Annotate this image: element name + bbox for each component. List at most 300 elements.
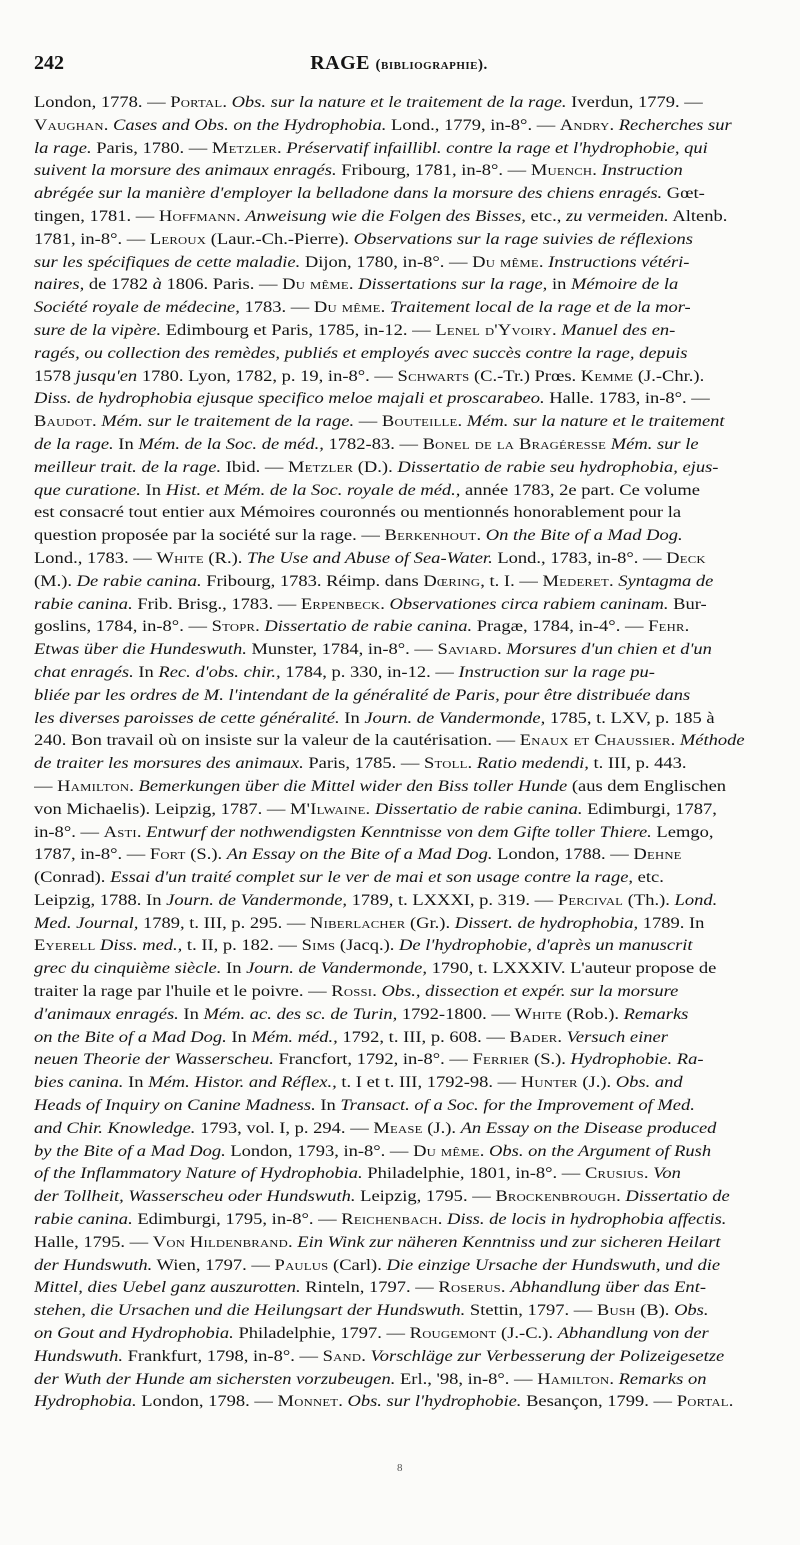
work-title: Journ. de Vandermonde,: [166, 891, 348, 909]
text-line: [34, 1004, 764, 1027]
author-name: White: [514, 1005, 562, 1023]
text-run: .: [348, 276, 359, 294]
author-name: Brockenbrough: [495, 1188, 617, 1206]
text-run: Frib. Brisg., 1783. —: [132, 595, 301, 613]
text-run: 1806. Paris. —: [161, 276, 283, 294]
work-title: abrégée sur la manière d'employer la belladone dans la morsure des chiens enragés.: [34, 185, 663, 203]
text-run: .: [479, 1142, 490, 1160]
work-title: Heads of Inquiry on Canine Madness.: [34, 1097, 316, 1115]
text-run: .: [609, 572, 619, 590]
text-line: [34, 183, 764, 206]
author-name: Asti: [103, 823, 137, 841]
work-title: Dissertations sur la rage,: [358, 276, 548, 294]
text-line: [34, 160, 764, 183]
work-title: Mittel, dies Uebel ganz auszurotten.: [34, 1279, 301, 1297]
work-title: Dissertatio de rabie canina.: [374, 800, 583, 818]
text-run: 1792-1800. —: [397, 1005, 515, 1023]
text-line: [34, 1255, 764, 1278]
work-title: chat enragés.: [34, 663, 134, 681]
text-line: [34, 1095, 764, 1118]
author-name: Hamilton: [57, 777, 130, 795]
text-run: .: [592, 162, 602, 180]
text-line-content: [34, 502, 681, 525]
text-run: in-8°. —: [34, 823, 104, 841]
text-line: [34, 753, 764, 776]
author-name: Du même: [282, 276, 349, 294]
work-title: rabie canina.: [34, 595, 133, 613]
text-run: est consacré tout entier aux Mémoires couronnés ou mentionnés honorablement pour la: [34, 504, 682, 522]
author-name: Hoffmann: [158, 207, 236, 225]
text-run: Lemgo,: [651, 823, 714, 841]
text-line: [34, 1118, 764, 1141]
text-run: 1789. In: [638, 914, 705, 932]
work-title: by the Bite of a Mad Dog.: [34, 1142, 226, 1160]
work-title: à: [152, 276, 162, 294]
work-title: Cases and Obs. on the Hydrophobia.: [113, 116, 387, 134]
work-title: Manuel des en-: [561, 321, 676, 339]
text-run: (Jacq.).: [335, 937, 400, 955]
author-name: Leroux: [149, 230, 207, 248]
work-title: ragés, ou collection des remèdes, publiés et employés avec succès contre la rage, depuis: [34, 344, 688, 362]
author-name: Portal: [676, 1393, 729, 1411]
author-name: Stoll: [424, 755, 468, 773]
text-run: Wien, 1797. —: [152, 1256, 275, 1274]
author-name: Hamilton: [537, 1370, 610, 1388]
text-run: In: [221, 960, 247, 978]
text-line-content: [34, 571, 713, 594]
text-line-content: [34, 366, 704, 389]
author-name: Mease: [373, 1119, 423, 1137]
text-run: Besançon, 1799. —: [521, 1393, 677, 1411]
work-title: An Essay on the Bite of a Mad Dog.: [226, 846, 493, 864]
text-run: (Laur.-Ch.-Pierre).: [206, 230, 354, 248]
text-line: [34, 844, 764, 867]
text-line: [34, 981, 764, 1004]
author-name: Sand: [322, 1347, 362, 1365]
text-run: .: [277, 139, 287, 157]
text-line: [34, 92, 764, 115]
text-line-content: [34, 958, 716, 981]
text-line-content: [34, 388, 710, 411]
text-line: [34, 480, 764, 503]
author-name: Metzler: [211, 139, 278, 157]
text-line: [34, 594, 764, 617]
work-title: The Use and Abuse of Sea-Water.: [246, 549, 493, 567]
text-line-content: [34, 160, 683, 183]
text-line: [34, 502, 764, 525]
text-line: [34, 1346, 764, 1369]
author-name: Roserus: [438, 1279, 501, 1297]
text-run: London, 1798. —: [136, 1393, 278, 1411]
work-title: der Hundswuth.: [34, 1256, 153, 1274]
text-run: .: [497, 641, 507, 659]
text-line: [34, 229, 764, 252]
author-name: M'Ilwaine: [289, 800, 366, 818]
running-header: [34, 52, 764, 82]
work-title: Mém. méd.,: [251, 1028, 338, 1046]
text-run: Lond., 1783. —: [34, 549, 157, 567]
text-line: [34, 1209, 764, 1232]
text-line: [34, 867, 764, 890]
work-title: Bemerkungen über die Mittel wider den Biss toller Hunde: [138, 777, 568, 795]
text-run: .: [467, 755, 477, 773]
work-title: Obs. on the Argument of Rush: [489, 1142, 712, 1160]
work-title: Etwas über die Hundeswuth.: [34, 641, 247, 659]
text-line-content: [34, 913, 704, 936]
text-run: .: [361, 1347, 371, 1365]
work-title: De rabie canina.: [76, 572, 202, 590]
text-line-content: [34, 1072, 683, 1095]
text-line: [34, 1300, 764, 1323]
text-line: [34, 1141, 764, 1164]
work-title: Journ. de Vandermonde,: [246, 960, 428, 978]
work-title: Mémoire de la: [570, 276, 679, 294]
text-line-content: [34, 867, 664, 890]
work-title: De l'hydrophobie, d'après un manuscrit: [399, 937, 693, 955]
work-title: Morsures d'un chien et d'un: [506, 641, 712, 659]
author-name: Monnet: [277, 1393, 339, 1411]
text-run: In: [113, 435, 139, 453]
text-line: [34, 1049, 764, 1072]
author-name: Paulus: [274, 1256, 329, 1274]
author-name: Berkenhout: [384, 527, 477, 545]
text-run: 1790, t. LXXXIV. L'auteur propose de: [427, 960, 717, 978]
work-title: Vorschläge zur Verbesserung der Polizeigesetze: [370, 1347, 725, 1365]
work-title: bies canina.: [34, 1074, 124, 1092]
text-run: [329, 1416, 428, 1417]
text-line-content: [34, 708, 715, 731]
work-title: Diss. med.,: [100, 937, 183, 955]
text-run: London, 1778. —: [34, 94, 171, 111]
text-line: [34, 138, 764, 161]
text-run: goslins, 1784, in-8°. —: [34, 618, 212, 636]
work-title: Mém. de la Soc. de méd.,: [138, 435, 324, 453]
text-run: Altenb.: [668, 207, 728, 225]
author-name: Saviard: [437, 641, 498, 659]
author-name: Bader: [509, 1028, 558, 1046]
text-run: (aus dem Englischen: [567, 777, 727, 795]
author-name: Erpenbeck: [300, 595, 381, 613]
text-run: Gœt-: [662, 185, 705, 203]
work-title: Obs. and: [615, 1074, 683, 1092]
text-run: Dijon, 1780, in-8°. —: [300, 253, 473, 271]
text-run: .: [92, 413, 102, 431]
text-line-content: [34, 1186, 730, 1209]
author-name: Andry: [559, 116, 610, 134]
text-line-content: [34, 411, 725, 434]
text-run: t. I et t. III, 1792-98. —: [336, 1074, 521, 1092]
text-line: [34, 1414, 764, 1417]
text-line: [34, 639, 764, 662]
text-line-content: [34, 480, 700, 503]
work-title: Lond.: [674, 891, 718, 909]
text-line-content: [34, 616, 689, 639]
text-run: Philadelphie, 1801, in-8°. —: [362, 1165, 585, 1183]
text-run: Pragæ, 1784, in-4°. —: [472, 618, 649, 636]
work-title: Syntagma de: [618, 572, 714, 590]
text-run: (S.).: [185, 846, 227, 864]
work-title: que curatione.: [34, 481, 141, 499]
text-line-content: [34, 662, 655, 685]
author-name: Dœring: [423, 572, 481, 590]
text-run: In: [123, 1074, 149, 1092]
work-title: les diverses paroisses de cette généralité.: [34, 709, 340, 727]
text-run: .: [136, 823, 147, 841]
author-name: Deck: [666, 549, 706, 567]
text-run: t. III, p. 443.: [588, 755, 687, 773]
work-title: Traitement local de la rage et de la mor-: [389, 299, 691, 317]
text-run: .: [616, 1188, 626, 1206]
author-name: Portal: [170, 94, 223, 111]
text-run: .: [609, 1370, 619, 1388]
work-title: la rage.: [34, 139, 92, 157]
work-title: Remarks on: [618, 1370, 707, 1388]
work-title: zu vermeiden.: [566, 207, 669, 225]
text-line: [34, 320, 764, 343]
work-title: Dissertatio de: [625, 1188, 730, 1206]
work-title: d'animaux enragés.: [34, 1005, 179, 1023]
text-run: —: [34, 777, 58, 795]
work-title: Hydrophobie. Ra-: [570, 1051, 704, 1069]
text-run: Stettin, 1797. —: [465, 1302, 597, 1320]
text-run: 1578: [34, 367, 76, 385]
work-title: de traiter les morsures des animaux.: [34, 755, 304, 773]
text-run: 1787, in-8°. —: [34, 846, 150, 864]
author-name: Du même: [472, 253, 539, 271]
text-line-content: [34, 1027, 668, 1050]
text-line-content: [34, 1118, 716, 1141]
author-name: Schwarts: [397, 367, 470, 385]
text-line: [34, 890, 764, 913]
work-title: Instruction sur la rage pu-: [458, 663, 655, 681]
author-name: Enaux et Chaussier: [519, 732, 671, 750]
text-run: tingen, 1781. —: [34, 207, 159, 225]
text-line-content: [34, 252, 689, 275]
text-line-content: [34, 92, 703, 115]
text-run: In: [178, 1005, 204, 1023]
text-run: t. II, p. 182. —: [182, 937, 302, 955]
text-line-content: [34, 1414, 681, 1417]
work-title: Ratio medendi,: [476, 755, 589, 773]
work-title: Diss. de hydrophobia ejusque specifico meloe majali et proscarabeo.: [34, 390, 545, 408]
text-line-content: [34, 1323, 709, 1346]
text-run: .: [235, 207, 246, 225]
text-line-content: [34, 434, 699, 457]
author-name: Fehr: [648, 618, 685, 636]
text-run: .: [538, 253, 549, 271]
text-run: .: [551, 321, 562, 339]
author-name: Von Hildenbrand: [152, 1233, 289, 1251]
text-run: 1784, p. 330, in-12. —: [280, 663, 459, 681]
text-run: .: [222, 94, 232, 111]
text-run: (D.).: [353, 458, 398, 476]
work-title: [34, 1416, 329, 1417]
work-title: sure de la vipère.: [34, 321, 162, 339]
work-title: Med. Journal,: [34, 914, 139, 932]
author-name: Hunter: [520, 1074, 578, 1092]
text-run: (Carl).: [328, 1256, 387, 1274]
text-run: Rinteln, 1797. —: [300, 1279, 439, 1297]
work-title: Mém. ac. des sc. de Turin,: [203, 1005, 398, 1023]
work-title: Versuch einer: [566, 1028, 668, 1046]
text-run: .: [684, 618, 690, 636]
text-line: [34, 206, 764, 229]
author-name: Kemme: [580, 367, 634, 385]
text-run: Leipzig, 1788. In: [34, 891, 167, 909]
work-title: Obs. sur la nature et le traitement de la rage.: [231, 94, 567, 111]
work-title: der Tollheit, Wasserscheu oder Hundswuth.: [34, 1188, 356, 1206]
author-name: [429, 1416, 502, 1417]
text-run: .: [129, 777, 139, 795]
work-title: Méthode: [679, 732, 745, 750]
text-run: London, 1788. —: [492, 846, 634, 864]
text-run: 1780. Lyon, 1782, p. 19, in-8°. —: [137, 367, 398, 385]
text-line: [34, 958, 764, 981]
work-title: Von: [653, 1165, 681, 1183]
text-line-content: [34, 115, 732, 138]
work-title: Remarks: [623, 1005, 689, 1023]
text-line: [34, 616, 764, 639]
bibliography-text: [34, 92, 764, 1417]
text-line-content: [34, 730, 745, 753]
text-run: Halle. 1783, in-8°. —: [544, 390, 710, 408]
work-title: Mém. Histor. and Réflex.,: [148, 1074, 337, 1092]
text-line: [34, 662, 764, 685]
text-run: In: [339, 709, 365, 727]
text-run: Lond., 1783, in-8°. —: [492, 549, 667, 567]
text-line: [34, 1186, 764, 1209]
work-title: Die einzige Ursache der Hundswuth, und die: [386, 1256, 721, 1274]
work-title: naires,: [34, 276, 85, 294]
author-name: Reichenbach: [341, 1211, 438, 1229]
text-line-content: [34, 206, 727, 229]
text-run: Paris, 1780. —: [91, 139, 212, 157]
text-line-content: [34, 1391, 733, 1414]
text-line-content: [34, 1255, 720, 1278]
text-run: .: [643, 1165, 654, 1183]
text-run: .: [338, 1393, 348, 1411]
work-title: Dissertatio de rabie canina.: [264, 618, 473, 636]
text-run: .: [103, 116, 114, 134]
author-name: Bonel de la Bragéresse: [422, 435, 607, 453]
author-name: Bouteille: [381, 413, 458, 431]
text-line-content: [34, 1049, 703, 1072]
work-title: Société royale de médecine,: [34, 299, 240, 317]
work-title: Préservatif infaillibl. contre la rage et l'hydrophobie, qui: [286, 139, 708, 157]
text-run: Francfort, 1792, in-8°. —: [273, 1051, 473, 1069]
work-title: Anweisung wie die Folgen des Bisses,: [245, 207, 526, 225]
text-line: [34, 1323, 764, 1346]
work-title: Obs. sur l'hydrophobie.: [347, 1393, 522, 1411]
text-line-content: [34, 844, 682, 867]
text-line: [34, 708, 764, 731]
work-title: Entwurf der nothwendigsten Kenntnisse von dem Gifte toller Thiere.: [146, 823, 652, 841]
text-line: [34, 913, 764, 936]
text-line-content: [34, 343, 687, 366]
work-title: sur les spécifiques de cette maladie.: [34, 253, 301, 271]
work-title: Mém. sur la nature et le traitement: [466, 413, 725, 431]
work-title: Instructions vétéri-: [548, 253, 690, 271]
author-name: Vaughan: [34, 116, 104, 134]
text-line: [34, 411, 764, 434]
text-run: .: [365, 800, 375, 818]
work-title: Recherches sur: [618, 116, 732, 134]
text-line-content: [34, 753, 687, 776]
work-title: rabie canina.: [34, 1211, 133, 1229]
text-run: .: [255, 618, 265, 636]
text-run: (Gr.).: [405, 914, 455, 932]
author-name: Baudot: [34, 413, 93, 431]
work-title: meilleur trait. de la rage.: [34, 458, 222, 476]
text-line: [34, 1163, 764, 1186]
author-name: Crusius: [584, 1165, 644, 1183]
text-run: Munster, 1784, in-8°. —: [246, 641, 438, 659]
text-run: .: [457, 413, 467, 431]
author-name: Bush: [596, 1302, 636, 1320]
author-name: Ferrier: [472, 1051, 530, 1069]
text-run: (J.-Chr.).: [633, 367, 705, 385]
work-title: Hist. et Mém. de la Soc. royale de méd.,: [165, 481, 461, 499]
author-name: Sims: [301, 937, 336, 955]
text-line-content: [34, 183, 705, 206]
work-title: de la rage.: [34, 435, 114, 453]
text-line: [34, 274, 764, 297]
text-line-content: [34, 138, 708, 161]
text-run: .: [476, 527, 486, 545]
author-name: Lenel d'Yvoiry: [435, 321, 552, 339]
work-title: Rec. d'obs. chir.,: [158, 663, 281, 681]
text-line-content: [34, 229, 693, 252]
author-name: Mederet: [542, 572, 610, 590]
work-title: [511, 1416, 682, 1417]
text-run: .: [372, 983, 382, 1001]
text-run: (J.).: [577, 1074, 616, 1092]
text-run: 1792, t. III, p. 608. —: [337, 1028, 510, 1046]
text-line: [34, 730, 764, 753]
author-name: Muench: [530, 162, 593, 180]
author-name: Du même: [413, 1142, 480, 1160]
text-run: Edimbourg et Paris, 1785, in-12. —: [161, 321, 436, 339]
work-title: Observationes circa rabiem caninam.: [389, 595, 669, 613]
text-line-content: [34, 525, 683, 548]
text-run: 240. Bon travail où on insiste sur la valeur de la cautérisation. —: [34, 732, 520, 750]
author-name: Dehne: [633, 846, 682, 864]
text-line-content: [34, 799, 717, 822]
work-title: Ein Wink zur näheren Kenntniss und zur sicheren Heilart: [297, 1233, 721, 1251]
text-line: [34, 252, 764, 275]
author-name: Fort: [149, 846, 186, 864]
text-run: 1782-83. —: [323, 435, 423, 453]
work-title: der Wuth der Hunde am sichersten vorzubeugen.: [34, 1370, 396, 1388]
text-line-content: [34, 1004, 688, 1027]
text-line-content: [34, 1346, 724, 1369]
text-line-content: [34, 594, 707, 617]
author-name: Du même: [313, 299, 381, 317]
text-run: 1789, t. LXXXI, p. 319. —: [347, 891, 558, 909]
text-line: [34, 571, 764, 594]
work-title: suivent la morsure des animaux enragés.: [34, 162, 337, 180]
text-run: .: [557, 1028, 567, 1046]
author-name: Niberlacher: [310, 914, 406, 932]
text-line-content: [34, 981, 678, 1004]
text-run: In: [315, 1097, 341, 1115]
text-line-content: [34, 1369, 706, 1392]
text-line: [34, 1027, 764, 1050]
text-run: .: [380, 299, 390, 317]
text-run: von Michaelis). Leipzig, 1787. —: [34, 800, 290, 818]
text-line: [34, 343, 764, 366]
page-number: 242: [34, 52, 64, 74]
